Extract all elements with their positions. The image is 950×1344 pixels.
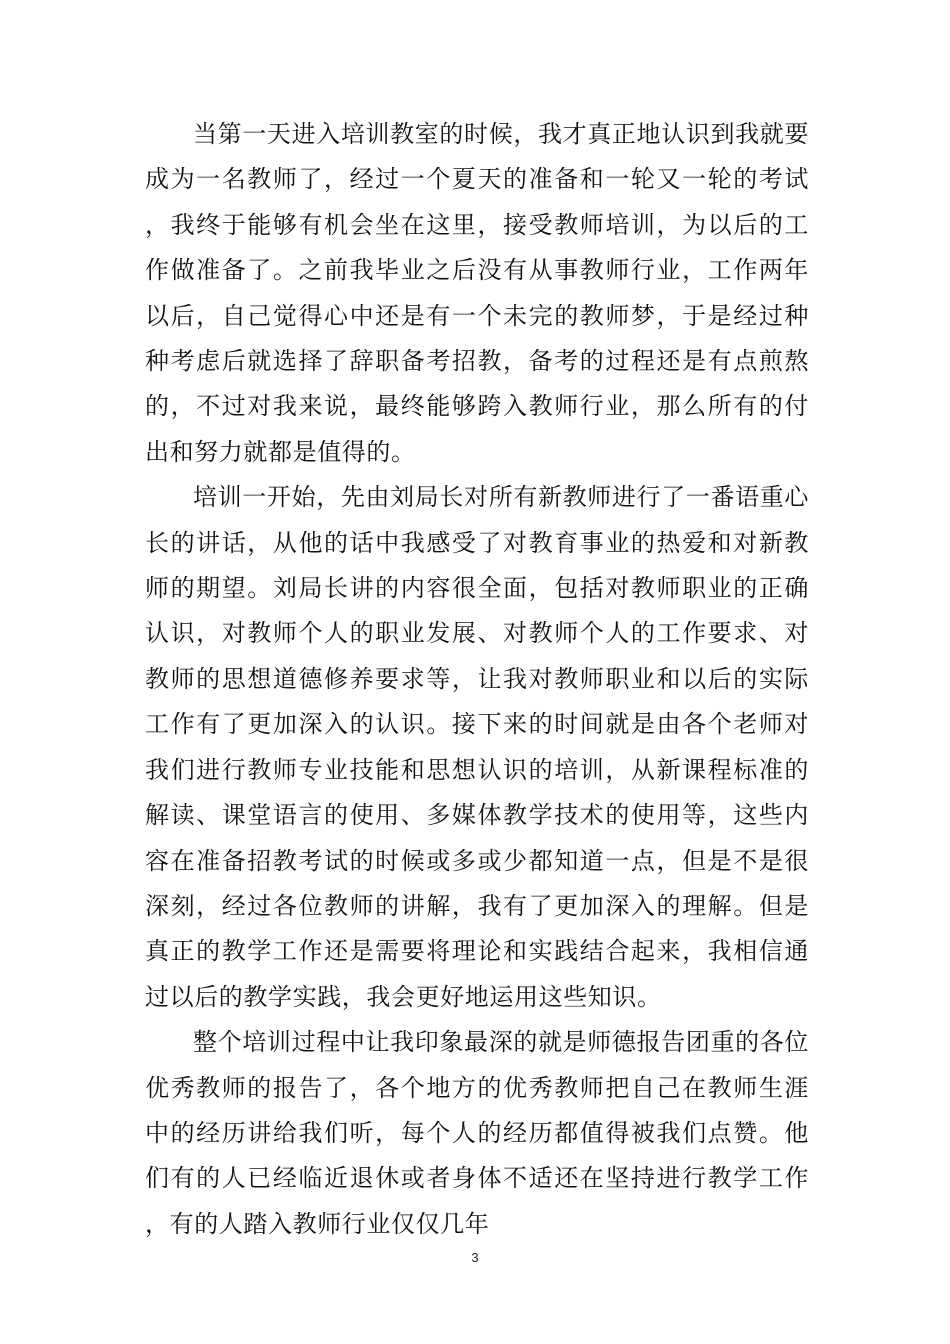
document-body bbox=[145, 112, 809, 1247]
paragraph-1: 当第一天进入培训教室的时候，我才真正地认识到我就要成为一名教师了，经过一个夏天的准备和一轮又一轮的考试，我终于能够有机会坐在这里，接受教师培训，为以后的工作做准备了。之前我毕业之后没有从事教师行业，工作两年以后，自己觉得心中还是有一个未完的教师梦，于是经过种种考虑后就选择了辞职备考招教，备考的过程还是有点煎熬的，不过对我来说，最终能够跨入教师行业，那么所有的付出和努力就都是值得的。 bbox=[145, 120, 809, 466]
page-number: 3 bbox=[471, 1250, 479, 1265]
paragraph-2: 培训一开始，先由刘局长对所有新教师进行了一番语重心长的讲话，从他的话中我感受了对教育事业的热爱和对新教师的期望。刘局长讲的内容很全面，包括对教师职业的正确认识，对教师个人的职业发展、对教师个人的工作要求、对教师的思想道德修养要求等，让我对教师职业和以后的实际工作有了更加深入的认识。接下来的时间就是由各个老师对我们进行教师专业技能和思想认识的培训，从新课程标准的解读、课堂语言的使用、多媒体教学技术的使用等，这些内容在准备招教考试的时候或多或少都知道一点，但是不是很深刻，经过各位教师的讲解，我有了更加深入的理解。但是真正的教学工作还是需要将理论和实践结合起来，我相信通过以后的教学实践，我会更好地运用这些知识。 bbox=[145, 483, 809, 1011]
paragraph-3: 整个培训过程中让我印象最深的就是师德报告团重的各位优秀教师的报告了，各个地方的优秀教师把自己在教师生涯中的经历讲给我们听，每个人的经历都值得被我们点赞。他们有的人已经临近退休或者身体不适还在坚持进行教学工作，有的人踏入教师行业仅仅几年 bbox=[145, 1028, 809, 1238]
